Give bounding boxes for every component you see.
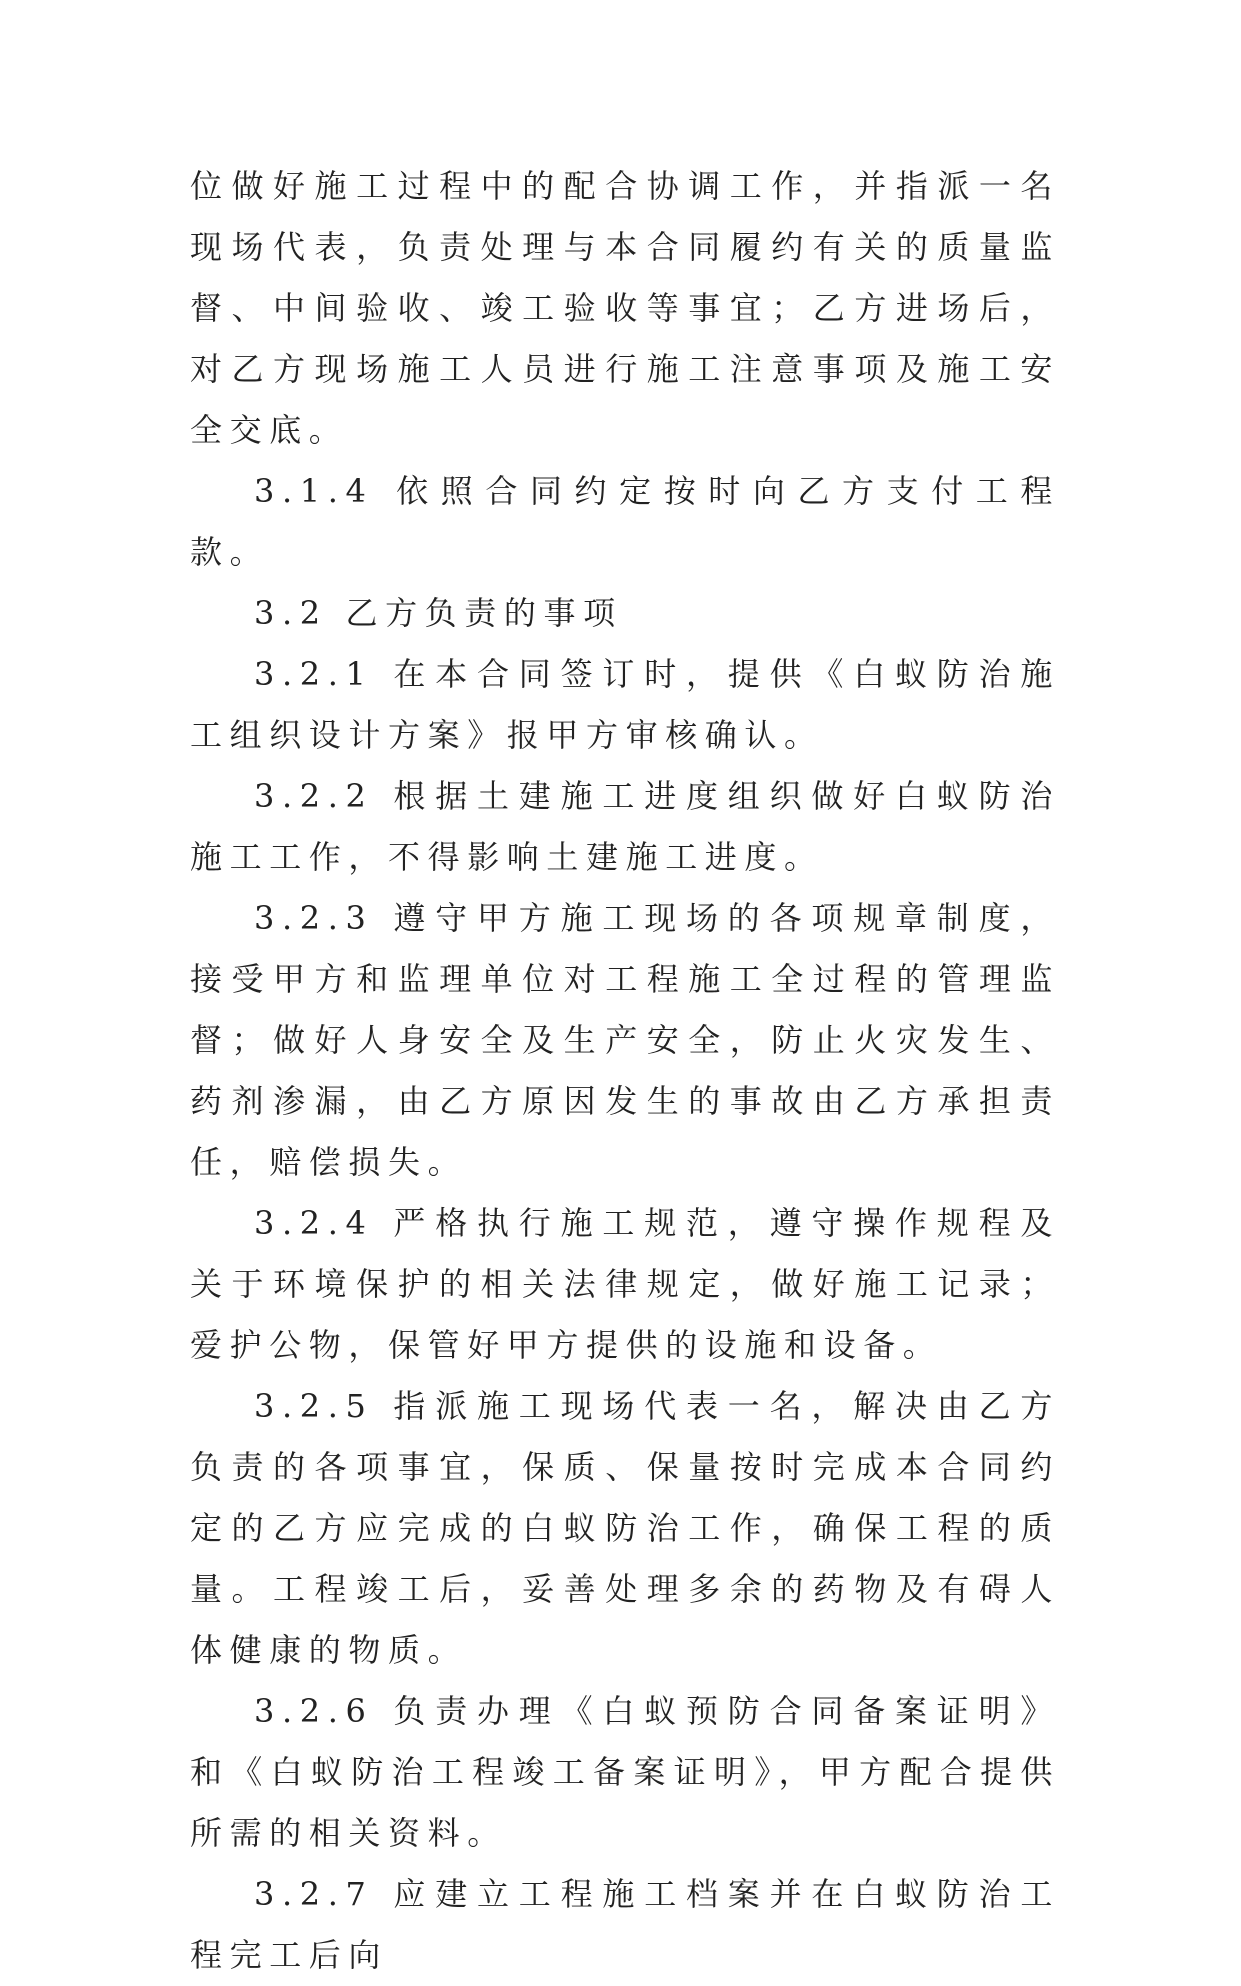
paragraph-3-2-1: 3.2.1 在本合同签订时，提供《白蚁防治施工组织设计方案》报甲方审核确认。 — [190, 655, 1060, 754]
paragraph-3-2-4: 3.2.4 严格执行施工规范，遵守操作规程及关于环境保护的相关法律规定，做好施工记录；爱护公物，保管好甲方提供的设施和设备。 — [190, 1204, 1060, 1364]
document-body — [190, 156, 1060, 1986]
paragraph-3-2-5: 3.2.5 指派施工现场代表一名，解决由乙方负责的各项事宜，保质、保量按时完成本合同约定的乙方应完成的白蚁防治工作，确保工程的质量。工程竣工后，妥善处理多余的药物及有碍人体健康的物质。 — [190, 1387, 1060, 1669]
paragraph-3-2-7: 3.2.7 应建立工程施工档案并在白蚁防治工程完工后向 — [190, 1875, 1060, 1974]
paragraph-continuation: 位做好施工过程中的配合协调工作，并指派一名现场代表，负责处理与本合同履约有关的质量监督、中间验收、竣工验收等事宜；乙方进场后，对乙方现场施工人员进行施工注意事项及施工安全交底。 — [190, 167, 1060, 449]
paragraph-3-1-4: 3.1.4 依照合同约定按时向乙方支付工程款。 — [190, 472, 1060, 571]
paragraph-3-2-6: 3.2.6 负责办理《白蚁预防合同备案证明》和《白蚁防治工程竣工备案证明》，甲方配合提供所需的相关资料。 — [190, 1692, 1060, 1852]
paragraph-3-2-3: 3.2.3 遵守甲方施工现场的各项规章制度，接受甲方和监理单位对工程施工全过程的管理监督；做好人身安全及生产安全，防止火灾发生、药剂渗漏，由乙方原因发生的事故由乙方承担责任，赔偿损失。 — [190, 899, 1060, 1181]
section-heading-3-2: 3.2 乙方负责的事项 — [254, 594, 623, 632]
paragraph-3-2-2: 3.2.2 根据土建施工进度组织做好白蚁防治施工工作，不得影响土建施工进度。 — [190, 777, 1060, 876]
